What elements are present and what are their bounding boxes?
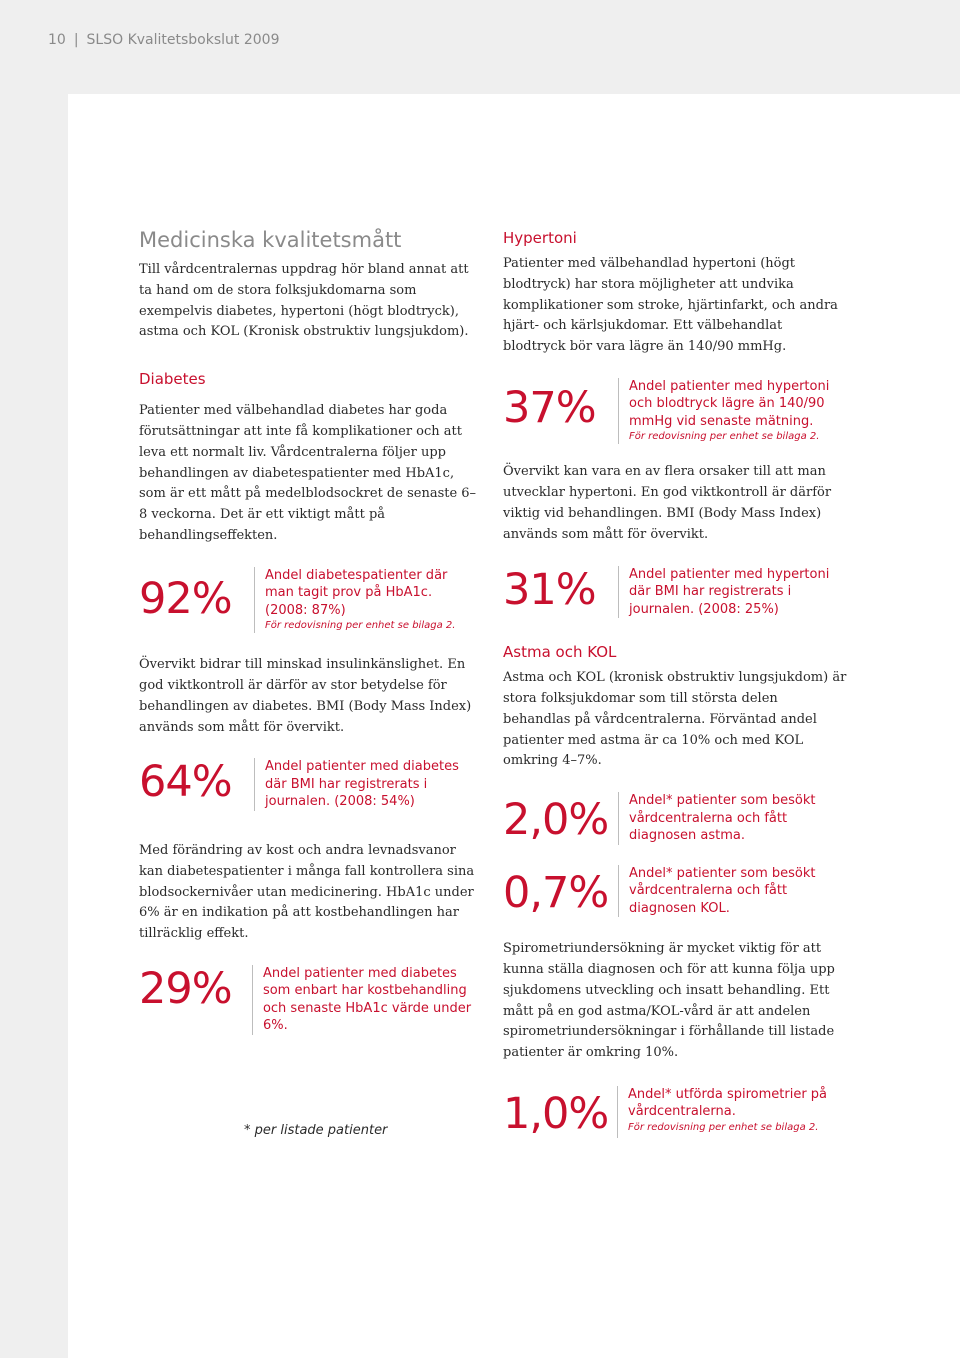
stat-description: Andel* utförda spirometrier på vårdcentralerna. bbox=[628, 1086, 828, 1120]
left-column bbox=[139, 228, 484, 1035]
stat-astma-diagnosis bbox=[503, 792, 848, 845]
stat-value: 31% bbox=[503, 564, 596, 615]
stat-description: Andel* patienter som besökt vårdcentralerna och fått diagnosen KOL. bbox=[629, 865, 816, 916]
stat-value: 37% bbox=[503, 382, 596, 433]
stat-note: För redovisning per enhet se bilaga 2. bbox=[629, 431, 820, 443]
stat-note: För redovisning per enhet se bilaga 2. bbox=[265, 620, 456, 632]
stat-divider bbox=[252, 965, 253, 1035]
stat-description: Andel patienter med hypertoni där BMI har registrerats i journalen. (2008: 25%) bbox=[629, 566, 830, 617]
hypertoni-heading: Hypertoni bbox=[503, 229, 577, 247]
stat-note: För redovisning per enhet se bilaga 2. bbox=[628, 1121, 819, 1133]
page-title: Medicinska kvalitetsmått bbox=[139, 228, 402, 252]
publication-title: SLSO Kvalitetsbokslut 2009 bbox=[86, 32, 280, 48]
stat-diabetes-bmi bbox=[139, 758, 484, 811]
stat-kol-diagnosis bbox=[503, 865, 848, 918]
stat-value: 2,0% bbox=[503, 795, 609, 846]
stat-divider bbox=[618, 378, 619, 445]
astma-kol-text: Astma och KOL (kronisk obstruktiv lungsjukdom) är stora folksjukdomar som till största delen behandlas på vårdcentralerna. Förväntad andel patienter med astma är ca 10% och med KOL omkring 4–7%. bbox=[503, 670, 847, 769]
stat-divider bbox=[254, 567, 255, 634]
header-separator: | bbox=[73, 32, 79, 48]
stat-hypertoni-bmi bbox=[503, 566, 848, 619]
stat-value: 92% bbox=[139, 573, 232, 624]
page-header bbox=[0, 0, 960, 94]
stat-description: Andel patienter med diabetes där BMI har registrerats i journalen. (2008: 54%) bbox=[265, 759, 459, 810]
running-header bbox=[48, 32, 279, 48]
stat-divider bbox=[617, 1086, 618, 1138]
stat-diabetes-hba1c bbox=[139, 567, 484, 634]
stat-value: 64% bbox=[139, 757, 232, 808]
stat-description: Andel patienter med hypertoni och blodtryck lägre än 140/90 mmHg vid senaste mätning. bbox=[629, 378, 830, 429]
stat-description: Andel* patienter som besökt vårdcentralerna och fått diagnosen astma. bbox=[629, 793, 816, 844]
spirometry-text: Spirometriundersökning är mycket viktig för att kunna ställa diagnosen och för att kunna följa upp sjukdomens utveckling och insatt behandling. Ett mått på en god astma/KOL-vård är att andelen spirometriundersökningar i förhållande till listade patienter är omkring 10%. bbox=[503, 941, 835, 1061]
stat-description: Andel patienter med diabetes som enbart har kostbehandling och senaste HbA1c värde under 6%. bbox=[262, 965, 472, 1034]
footnote: * per listade patienter bbox=[244, 1123, 388, 1138]
stat-value: 1,0% bbox=[503, 1088, 609, 1139]
stat-value: 0,7% bbox=[503, 867, 609, 918]
stat-divider bbox=[618, 865, 619, 918]
stat-diabetes-diet bbox=[139, 965, 484, 1035]
hypertoni-text: Patienter med välbehandlad hypertoni (högt blodtryck) har stora möjligheter att undvika komplikationer som stroke, hjärtinfarkt, och andra hjärt- och kärlsjukdomar. Ett välbehandlat blodtryck bör vara lägre än 140/90 mmHg. bbox=[503, 256, 838, 355]
overweight-text: Övervikt bidrar till minskad insulinkänslighet. En god viktkontroll är därför av stor betydelse för behandlingen av diabetes. BMI (Body Mass Index) används som mått för övervikt. bbox=[139, 657, 472, 735]
stat-divider bbox=[254, 758, 255, 811]
stat-description: Andel diabetespatienter där man tagit prov på HbA1c. (2008: 87%) bbox=[265, 567, 448, 618]
astma-kol-heading: Astma och KOL bbox=[503, 643, 617, 662]
page-number: 10 bbox=[48, 32, 66, 48]
stat-value: 29% bbox=[139, 963, 232, 1014]
intro-text: Till vårdcentralernas uppdrag hör bland annat att ta hand om de stora folksjukdomarna som exempelvis diabetes, hypertoni (högt blodtryck), astma och KOL (Kronisk obstruktiv lungsjukdom). bbox=[139, 262, 469, 340]
right-column bbox=[503, 228, 848, 1138]
diabetes-heading: Diabetes bbox=[139, 370, 206, 389]
diet-text: Med förändring av kost och andra levnadsvanor kan diabetespatienter i många fall kontrollera sina blodsockernivåer utan medicinering. HbA1c under 6% är en indikation på att kostbehandlingen har tillräcklig effekt. bbox=[139, 842, 475, 942]
stat-divider bbox=[618, 792, 619, 845]
diabetes-text: Patienter med välbehandlad diabetes har goda förutsättningar att inte få komplikationer och att leva ett normalt liv. Vårdcentralerna följer upp behandlingen av diabetespatienter med HbA1c, som är ett mått på medelblodsockret de senaste 6–8 veckorna. Det är ett viktigt mått på behandlingseffekten. bbox=[139, 403, 477, 543]
stat-divider bbox=[618, 566, 619, 619]
stat-spirometry bbox=[503, 1086, 848, 1138]
stat-hypertoni-bloodpressure bbox=[503, 378, 848, 445]
hypertoni-overweight-text: Övervikt kan vara en av flera orsaker till att man utvecklar hypertoni. En god viktkontroll är därför viktig vid behandlingen. BMI (Body Mass Index) används som mått för övervikt. bbox=[503, 464, 832, 542]
